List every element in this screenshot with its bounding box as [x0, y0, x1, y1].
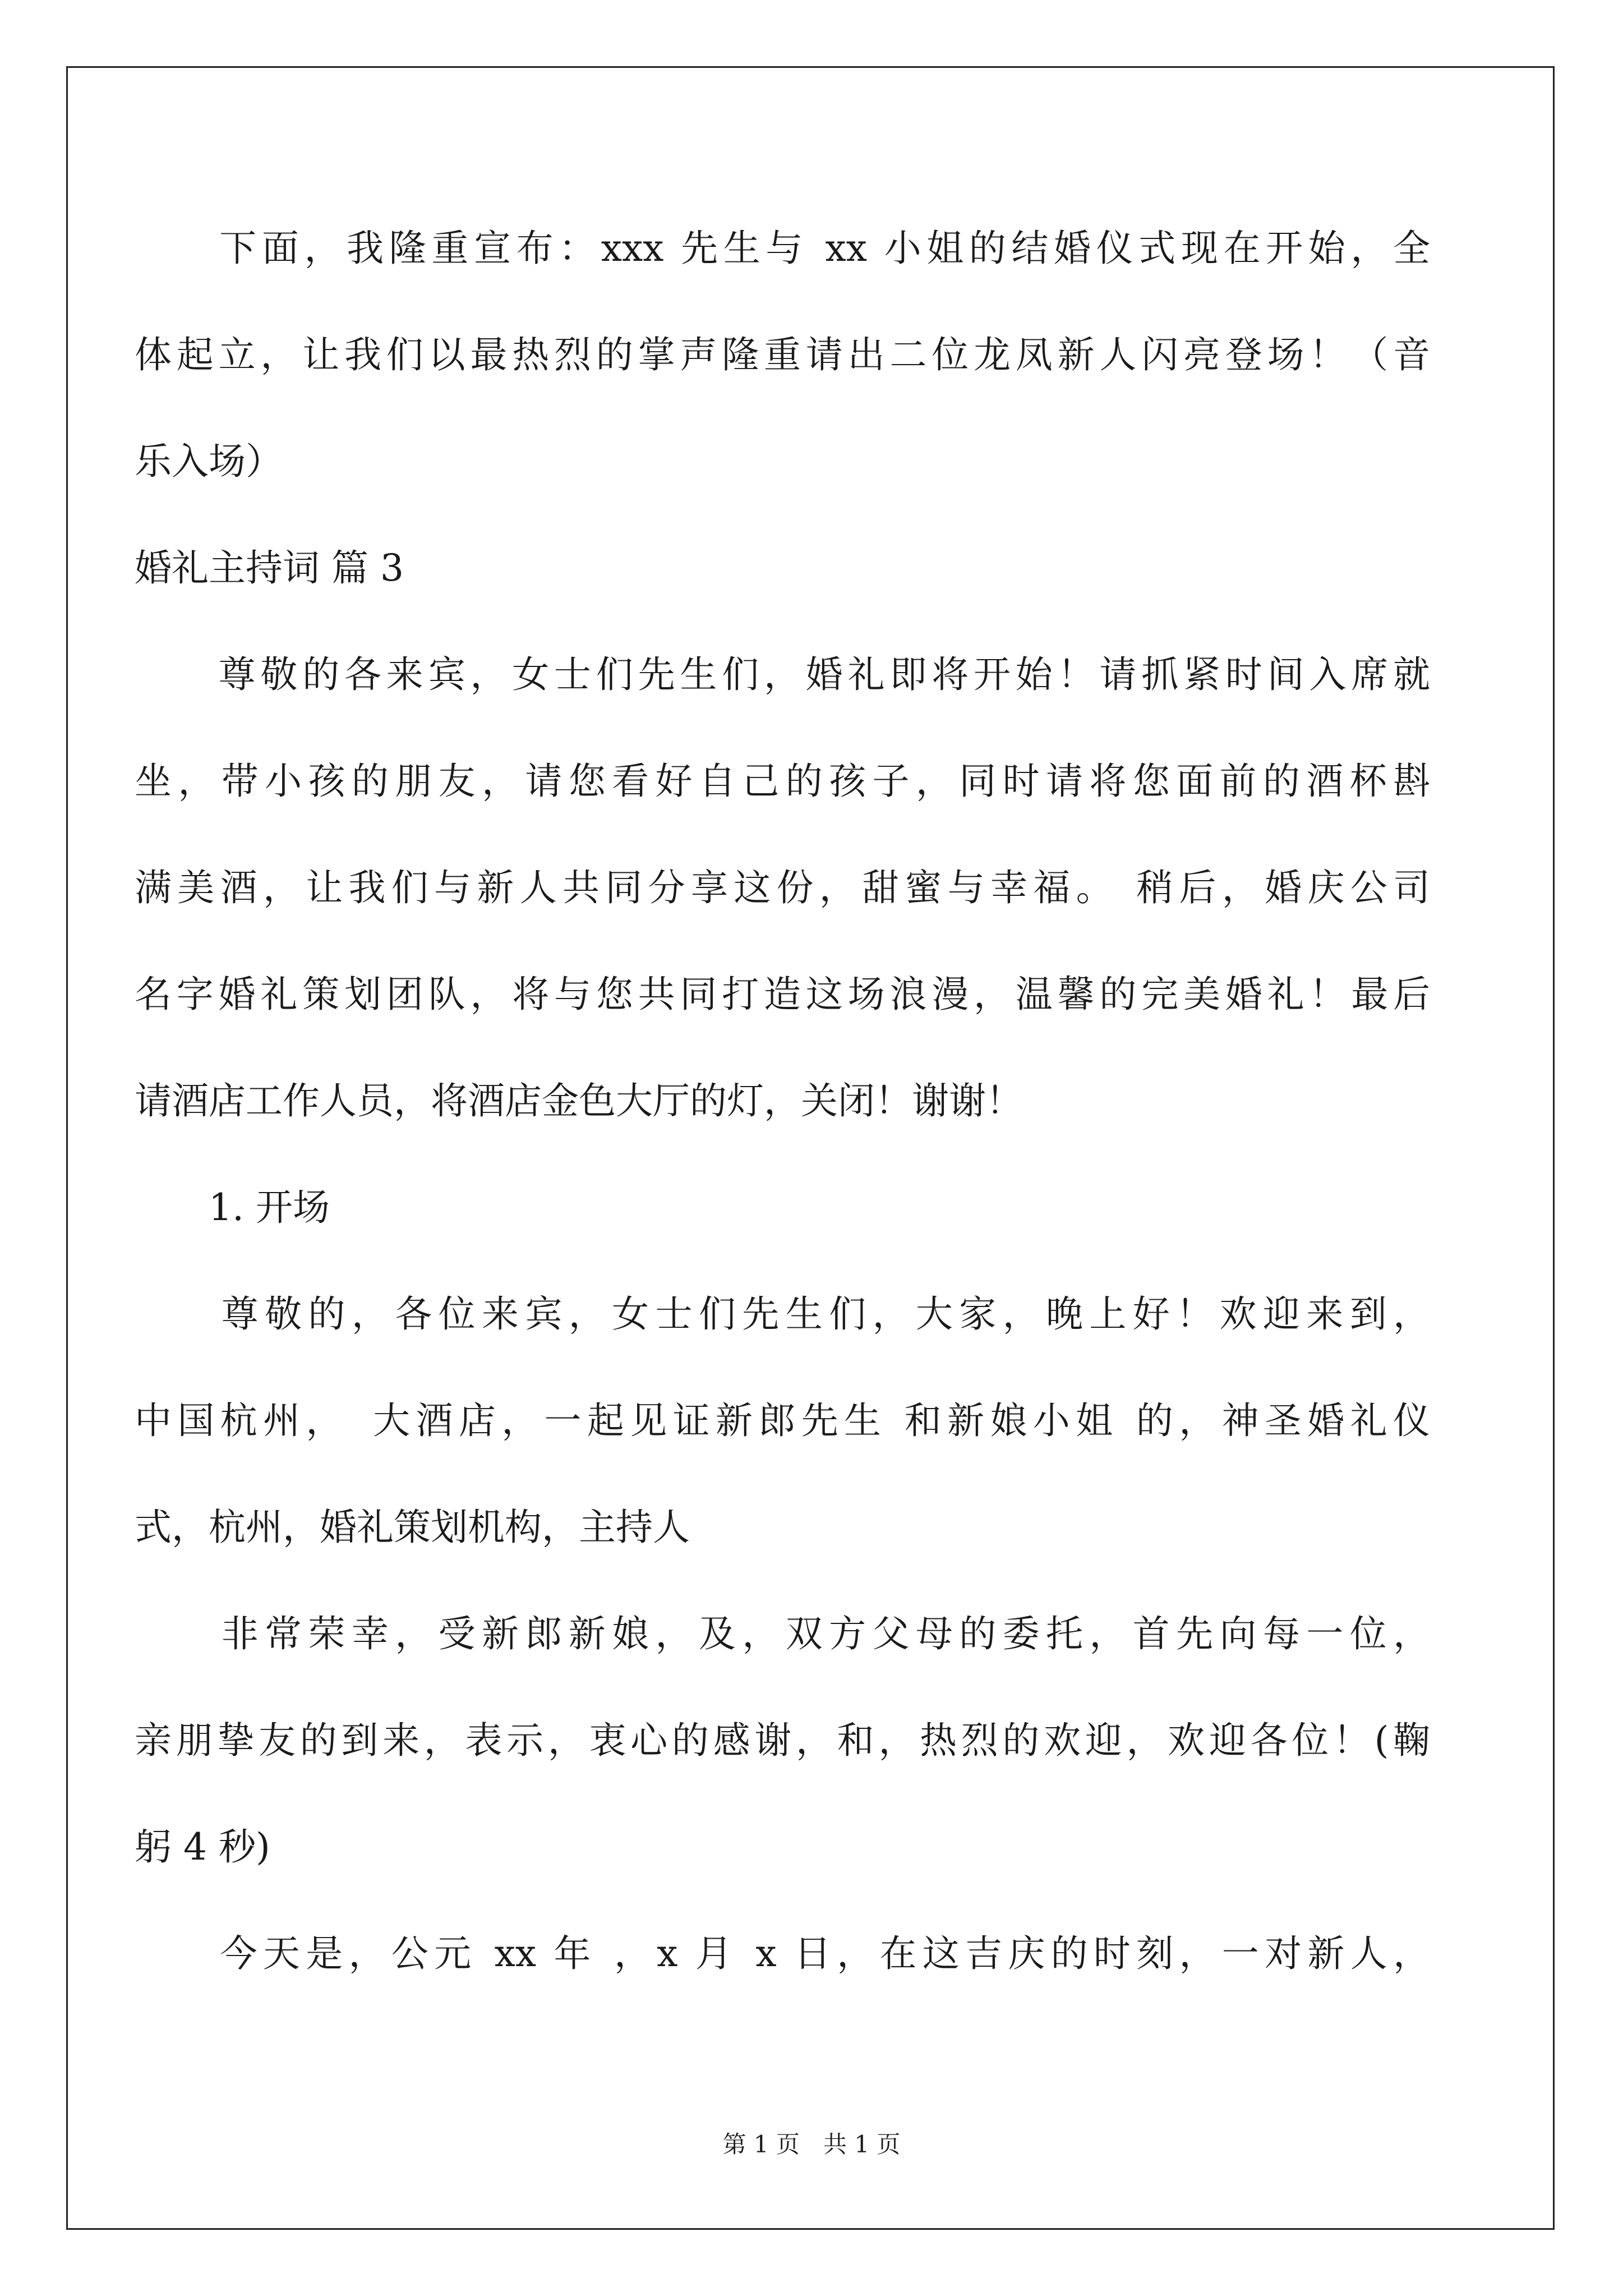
paragraph-line: 满美酒，让我们与新人共同分享这份，甜蜜与幸福。 稍后，婚庆公司 — [135, 866, 1430, 909]
paragraph-line: 名字婚礼策划团队，将与您共同打造这场浪漫，温馨的完美婚礼！最后 — [135, 973, 1430, 1016]
paragraph-line: 躬 4 秒) — [135, 1825, 270, 1869]
paragraph-line: 体起立，让我们以最热烈的掌声隆重请出二位龙凤新人闪亮登场！（音 — [135, 333, 1430, 376]
paragraph-line: 非常荣幸，受新郎新娘，及，双方父母的委托，首先向每一位， — [135, 1612, 1430, 1655]
page-border — [66, 66, 1555, 2230]
subsection-heading: 1. 开场 — [135, 1186, 330, 1229]
section-heading: 婚礼主持词 篇 3 — [135, 546, 404, 590]
paragraph-line: 中国杭州， 大酒店，一起见证新郎先生 和新娘小姐 的，神圣婚礼仪 — [135, 1399, 1430, 1442]
page-footer: 第 1 页 共 1 页 — [722, 2131, 901, 2158]
paragraph-line: 下面，我隆重宣布：xxx 先生与 xx 小姐的结婚仪式现在开始，全 — [135, 227, 1430, 270]
paragraph-line: 坐，带小孩的朋友，请您看好自己的孩子，同时请将您面前的酒杯斟 — [135, 760, 1430, 803]
paragraph-line: 尊敬的，各位来宾，女士们先生们，大家，晚上好！欢迎来到， — [135, 1292, 1430, 1336]
paragraph-line: 请酒店工作人员，将酒店金色大厅的灯，关闭！谢谢！ — [135, 1079, 1023, 1122]
paragraph-line: 亲朋挚友的到来，表示，衷心的感谢，和，热烈的欢迎，欢迎各位！(鞠 — [135, 1719, 1430, 1762]
paragraph-line: 尊敬的各来宾，女士们先生们，婚礼即将开始！请抓紧时间入席就 — [135, 653, 1430, 696]
paragraph-line: 今天是，公元 xx 年 ，x 月 x 日，在这吉庆的时刻，一对新人， — [135, 1932, 1430, 1975]
paragraph-line: 式，杭州，婚礼策划机构，主持人 — [135, 1506, 690, 1549]
paragraph-line: 乐入场） — [135, 440, 283, 483]
